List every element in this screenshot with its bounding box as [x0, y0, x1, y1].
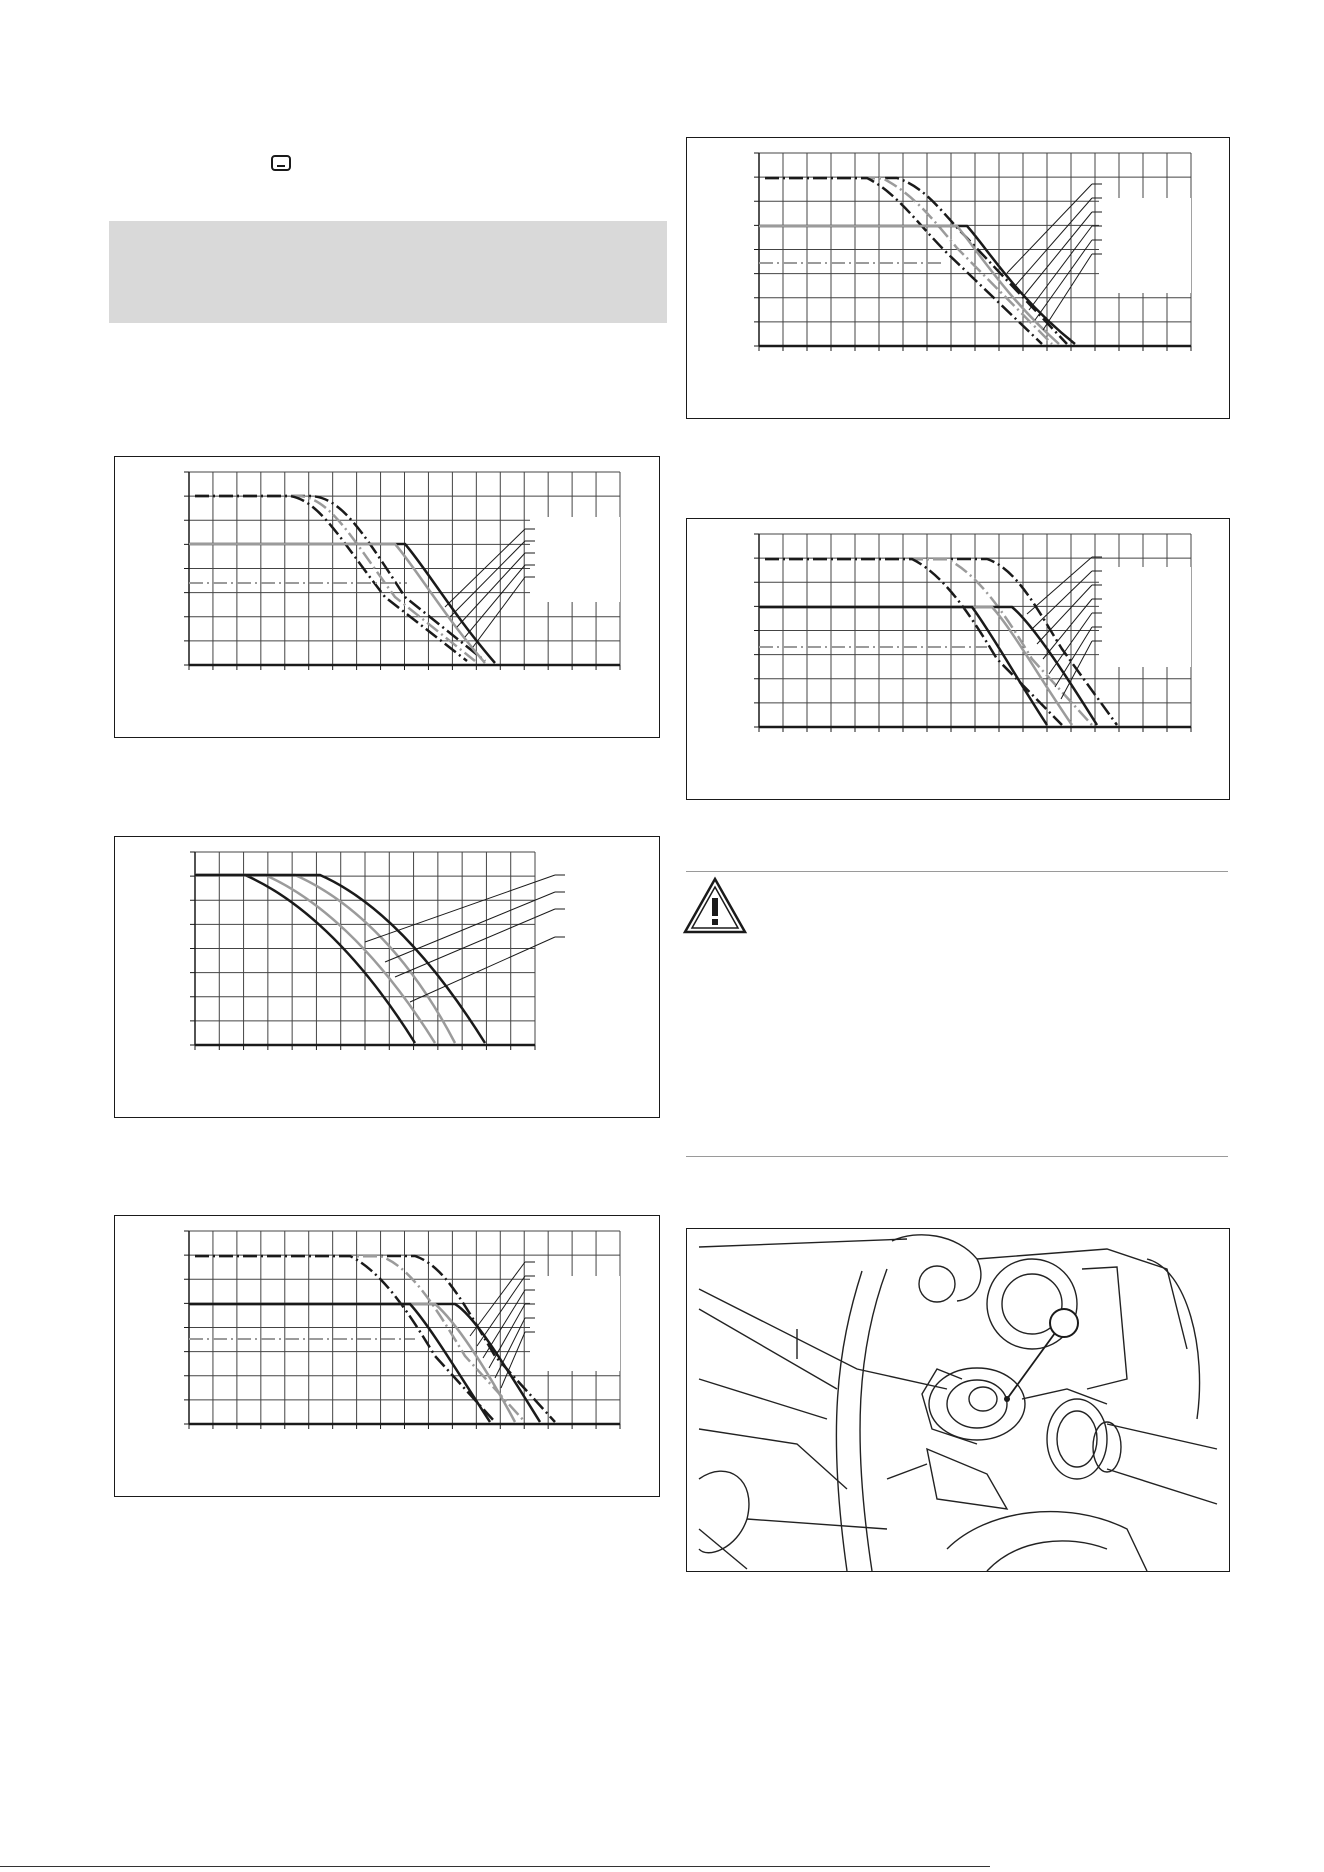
curve [765, 178, 1067, 344]
chart-1 [115, 457, 659, 737]
leader-line [477, 1276, 525, 1346]
leader-line [470, 1262, 525, 1336]
chart-2-frame [114, 836, 660, 1118]
leader-line [385, 892, 555, 962]
leader-line [1032, 571, 1092, 629]
leader-line [1043, 254, 1092, 330]
chart-2 [115, 837, 659, 1117]
curve [759, 607, 1072, 725]
warning-bottom-rule [686, 1156, 1228, 1157]
leader-line [395, 909, 555, 977]
chart-3 [115, 1216, 659, 1496]
chart-4-frame [686, 137, 1230, 419]
chart-5 [687, 519, 1229, 799]
curve [765, 559, 1117, 725]
note-box [109, 221, 667, 323]
legend-area [530, 517, 620, 602]
pump-illustration [687, 1229, 1229, 1571]
chart-1-frame [114, 456, 660, 738]
chart-5-frame [686, 518, 1230, 800]
illustration-frame [686, 1228, 1230, 1572]
legend-area [1099, 198, 1191, 293]
leader-line [489, 1304, 525, 1368]
leader-line [1027, 557, 1092, 614]
warning-triangle-icon [682, 876, 748, 936]
leader-line [465, 565, 525, 637]
footer-rule [0, 1866, 990, 1867]
curve [759, 226, 1075, 344]
warning-top-rule [686, 871, 1228, 872]
curve [189, 1304, 540, 1422]
leader-line [1037, 585, 1092, 644]
legend-area [1099, 567, 1191, 667]
leader-line [365, 875, 555, 942]
curve [189, 1304, 490, 1422]
chart-4 [687, 138, 1229, 418]
curve [189, 1304, 515, 1422]
leader-line [1035, 240, 1092, 320]
leader-line [1007, 184, 1092, 273]
chart-3-frame [114, 1215, 660, 1497]
curve [765, 178, 1052, 344]
legend-area [530, 1276, 620, 1371]
curve [189, 544, 485, 663]
leader-line [473, 577, 525, 647]
display-icon [271, 155, 291, 171]
